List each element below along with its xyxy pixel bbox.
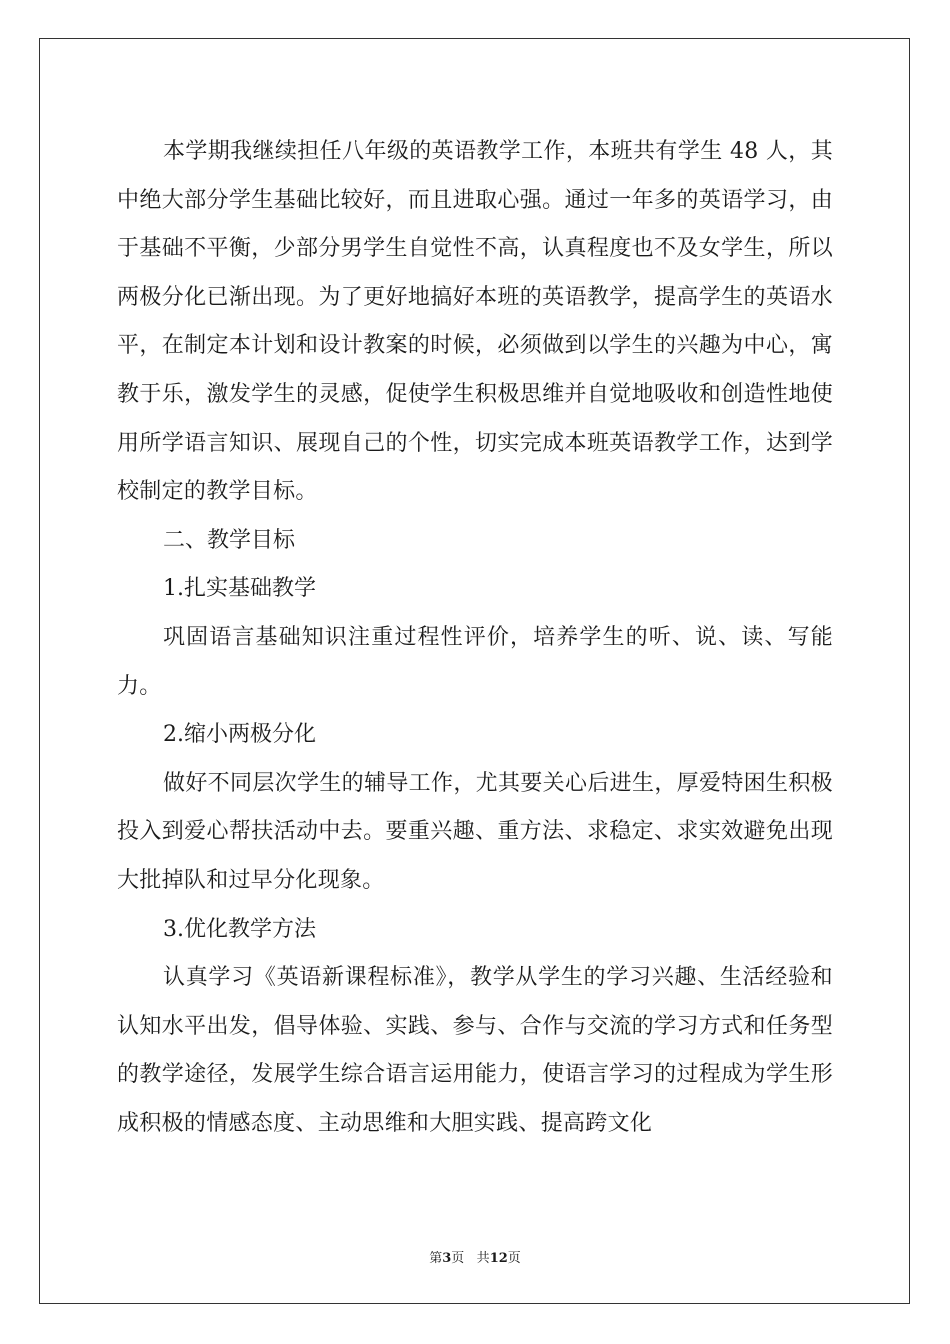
page-footer [0, 1247, 950, 1266]
section-heading: 二、教学目标 [163, 527, 296, 553]
page-suffix: 页 [451, 1251, 465, 1266]
item-1-heading: 1.扎实基础教学 [163, 576, 316, 602]
item-1-paragraph: 巩固语言基础知识注重过程性评价，培养学生的听、说、读、写能力。 [117, 624, 833, 699]
item-3-paragraph: 认真学习《英语新课程标准》，教学从学生的学习兴趣、生活经验和认知水平出发，倡导体验、实践、参与、合作与交流的学习方式和任务型的教学途径，发展学生综合语言运用能力，使语言学习的过程成为学生形成积极的情感态度、主动思维和大胆实践、提高跨文化 [117, 965, 833, 1136]
intro-paragraph: 本学期我继续担任八年级的英语教学工作，本班共有学生 48 人，其中绝大部分学生基础比较好，而且进取心强。通过一年多的英语学习，由于基础不平衡，少部分男学生自觉性不高，认真程度也不及女学生，所以两极分化已渐出现。为了更好地搞好本班的英语教学，提高学生的英语水平，在制定本计划和设计教案的时候，必须做到以学生的兴趣为中心，寓教于乐，激发学生的灵感，促使学生积极思维并自觉地吸收和创造性地使用所学语言知识、展现自己的个性，切实完成本班英语教学工作，达到学校制定的教学目标。 [117, 139, 833, 505]
item-3-heading: 3.优化教学方法 [163, 916, 316, 942]
total-pages: 12 [489, 1251, 508, 1266]
item-2-paragraph: 做好不同层次学生的辅导工作，尤其要关心后进生，厚爱特困生积极投入到爱心帮扶活动中去。要重兴趣、重方法、求稳定、求实效避免出现大批掉队和过早分化现象。 [117, 770, 833, 893]
page-number: 3 [442, 1251, 452, 1266]
total-suffix: 页 [507, 1251, 521, 1266]
document-body [117, 128, 833, 1148]
page-prefix: 第 [429, 1251, 443, 1266]
total-prefix: 共 [476, 1251, 490, 1266]
item-2-heading: 2.缩小两极分化 [163, 722, 316, 748]
